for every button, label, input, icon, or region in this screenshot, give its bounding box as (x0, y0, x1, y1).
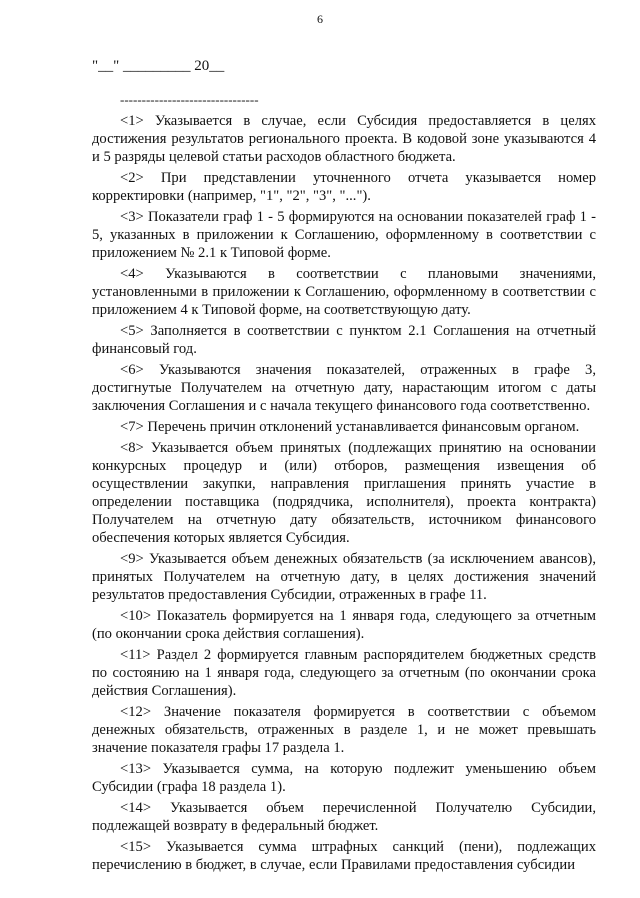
footnote-11: <11> Раздел 2 формируется главным распорядителем бюджетных средств по состоянию на 1 января года, следующего за отчетным (по окончании срока действия Соглашения). (92, 647, 596, 699)
footnote-6: <6> Указываются значения показателей, отраженных в графе 3, достигнутые Получателем на отчетную дату, нарастающим итогом с даты заключения Соглашения и с начала текущего финансового года соответственно. (92, 362, 596, 414)
date-line: "__" _________ 20__ (92, 58, 225, 74)
footnote-13: <13> Указывается сумма, на которую подлежит уменьшению объем Субсидии (графа 18 раздела 1). (92, 761, 596, 795)
footnotes-list (92, 112, 596, 877)
footnote-12: <12> Значение показателя формируется в соответствии с объемом денежных обязательств, отраженных в разделе 1, и не может превышать значение показателя графы 17 раздела 1. (92, 704, 596, 756)
footnote-10: <10> Показатель формируется на 1 января года, следующего за отчетным (по окончании срока действия соглашения). (92, 608, 596, 642)
footnote-1: <1> Указывается в случае, если Субсидия предоставляется в целях достижения результатов регионального проекта. В кодовой зоне указываются 4 и 5 разряды целевой статьи расходов областного бюджета. (92, 113, 596, 165)
footnote-separator: -------------------------------- (120, 92, 259, 107)
footnote-5: <5> Заполняется в соответствии с пунктом 2.1 Соглашения на отчетный финансовый год. (92, 323, 596, 357)
footnote-14: <14> Указывается объем перечисленной Получателю Субсидии, подлежащей возврату в федеральный бюджет. (92, 800, 596, 834)
footnote-8: <8> Указывается объем принятых (подлежащих принятию на основании конкурсных процедур и (или) отборов, размещения извещения об осуществлении закупки, направления приглашения принять участие в определении поставщика (подрядчика, исполнителя), проекта контракта) Получателем на отчетную дату обязательств, источником финансового обеспечения которых является Субсидия. (92, 440, 596, 546)
footnote-4: <4> Указываются в соответствии с плановыми значениями, установленными в приложении к Соглашению, оформленному в соответствии с приложением 4 к Типовой форме, на соответствующую дату. (92, 266, 596, 318)
footnote-3: <3> Показатели граф 1 - 5 формируются на основании показателей граф 1 - 5, указанных в приложении к Соглашению, оформленному в соответствии с приложением № 2.1 к Типовой форме. (92, 209, 596, 261)
footnote-2: <2> При представлении уточненного отчета указывается номер корректировки (например, "1", "2", "3", "..."). (92, 170, 596, 204)
footnote-9: <9> Указывается объем денежных обязательств (за исключением авансов), принятых Получателем на отчетную дату, в целях достижения значений результатов предоставления Субсидии, отраженных в графе 11. (92, 551, 596, 603)
footnote-7: <7> Перечень причин отклонений устанавливается финансовым органом. (120, 419, 580, 435)
page-number: 6 (317, 12, 323, 26)
footnote-15: <15> Указывается сумма штрафных санкций (пени), подлежащих перечислению в бюджет, в случае, если Правилами предоставления субсидии (92, 839, 596, 873)
